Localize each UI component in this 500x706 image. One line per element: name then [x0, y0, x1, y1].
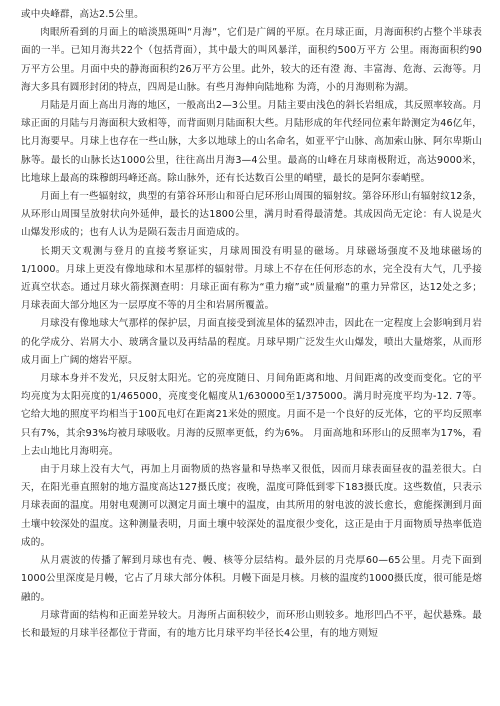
- paragraph-4: 月面上有一些辐射纹，典型的有第谷环形山和哥白尼环形山周围的辐射纹。第谷环形山有辐射纹12条，从环形山周围呈放射状向外延伸，最长的达1800公里，满月时看得最清楚。其成因尚无定论：有人说是火山爆发形成的；也有人认为是陨石轰击月面造成的。: [21, 191, 482, 239]
- paragraph-3: 月陆是月面上高出月海的地区，一般高出2—3公里。月陆主要由浅色的斜长岩组成，其反照率较高。月球正面的月陆与月海面积大致相等，而背面则月陆面积大些。月陆形成的年代经同位素年龄测定为46亿年，比月海要早。月球上也存在一些山脉，大多以地球上的山名命名，如亚平宁山脉、高加索山脉、阿尔卑斯山脉等。最长的山脉长达1000公里，往往高出月海3—4公里。最高的山峰在月球南极附近，高达9000米，比地球上最高的珠穆朗玛峰还高。除山脉外，还有长达数百公里的峭壁，最长的是阿尔泰峭壁。: [21, 100, 482, 184]
- paragraph-2: 肉眼所看到的月面上的暗淡黑斑叫“月海”，它们是广阔的平原。在月球正面，月海面积约占整个半球表面的一半。已知月海共22个（包括背面），其中最大的叫风暴洋，面积约500万平方 公里。雨海面积约90万平方公里。月面中央的静海面积约26万平方公里。此外，较大的还有澄 海、丰富海、危海、云海等。月海大多具有圆形封闭的特点，四周是山脉。有些月海伸向陆地称 为湾，小的月海则称为湖。: [21, 27, 482, 93]
- paragraph-7: 月球本身并不发光，只反射太阳光。它的亮度随日、月间角距离和地、月间距离的改变而变化。它的平均亮度为太阳亮度的1/465000，亮度变化幅度从1/630000至1/375000。满月时亮度平均为-12. 7等。它给大地的照度平均相当于100瓦电灯在距离21米处的照度。月面不是一个良好的反光体，它的平均反照率只有7%，其余93%均被月球吸收。月海的反照率更低，约为6%。 月面高地和环形山的反照率为17%，看上去山地比月海明亮。: [21, 373, 482, 457]
- paragraph-6: 月球没有像地球大气那样的保护层，月面直接受到流星体的猛烈冲击，因此在一定程度上会影响到月岩的化学成分、岩屑大小、玻璃含量以及再结晶的程度。月球早期广泛发生火山爆发，喷出大量熔浆，从而形成月面上广阔的熔岩平原。: [21, 318, 482, 366]
- paragraph-8: 由于月球上没有大气，再加上月面物质的热容量和导热率又很低，因而月球表面昼夜的温差很大。白天，在阳光垂直照射的地方温度高达127摄氏度；夜晚，温度可降低到零下183摄氏度。这些数值，只表示月球表面的温度。用射电观测可以测定月面土壤中的温度，由其所用的射电波的波长愈长，愈能探测到月面土壤中较深处的温度。这种测量表明，月面土壤中较深处的温度很少变化，这正是由于月面物质导热率低造成的。: [21, 464, 482, 548]
- paragraph-10: 月球背面的结构和正面差异较大。月海所占面积较少，而环形山则较多。地形凹凸不平，起伏悬殊。最长和最短的月球半径都位于背面，有的地方比月球平均半径长4公里，有的地方则短: [21, 609, 482, 639]
- paragraph-1: 或中央峰群，高达2.5公里。: [21, 9, 144, 20]
- paragraph-9: 从月震波的传播了解到月球也有壳、幔、核等分层结构。最外层的月壳厚60—65公里。月壳下面到1000公里深度是月幔，它占了月球大部分体积。月幔下面是月核。月核的温度约1000摄氏度，很可能是熔融的。: [21, 555, 482, 603]
- paragraph-5: 长期天文观测与登月的直接考察证实，月球周围没有明显的磁场。月球磁场强度不及地球磁场的1/1000。月球上更没有像地球和木星那样的辐射带。月球上不存在任何形态的水，完全没有大气，几乎接近真空状态。通过月球火箭探测查明：月球正面有称为“重力瘤”或“质量瘤”的重力异常区，达12处之多；月球表面大部分地区为一层厚度不等的月尘和岩屑所覆盖。: [21, 245, 482, 312]
